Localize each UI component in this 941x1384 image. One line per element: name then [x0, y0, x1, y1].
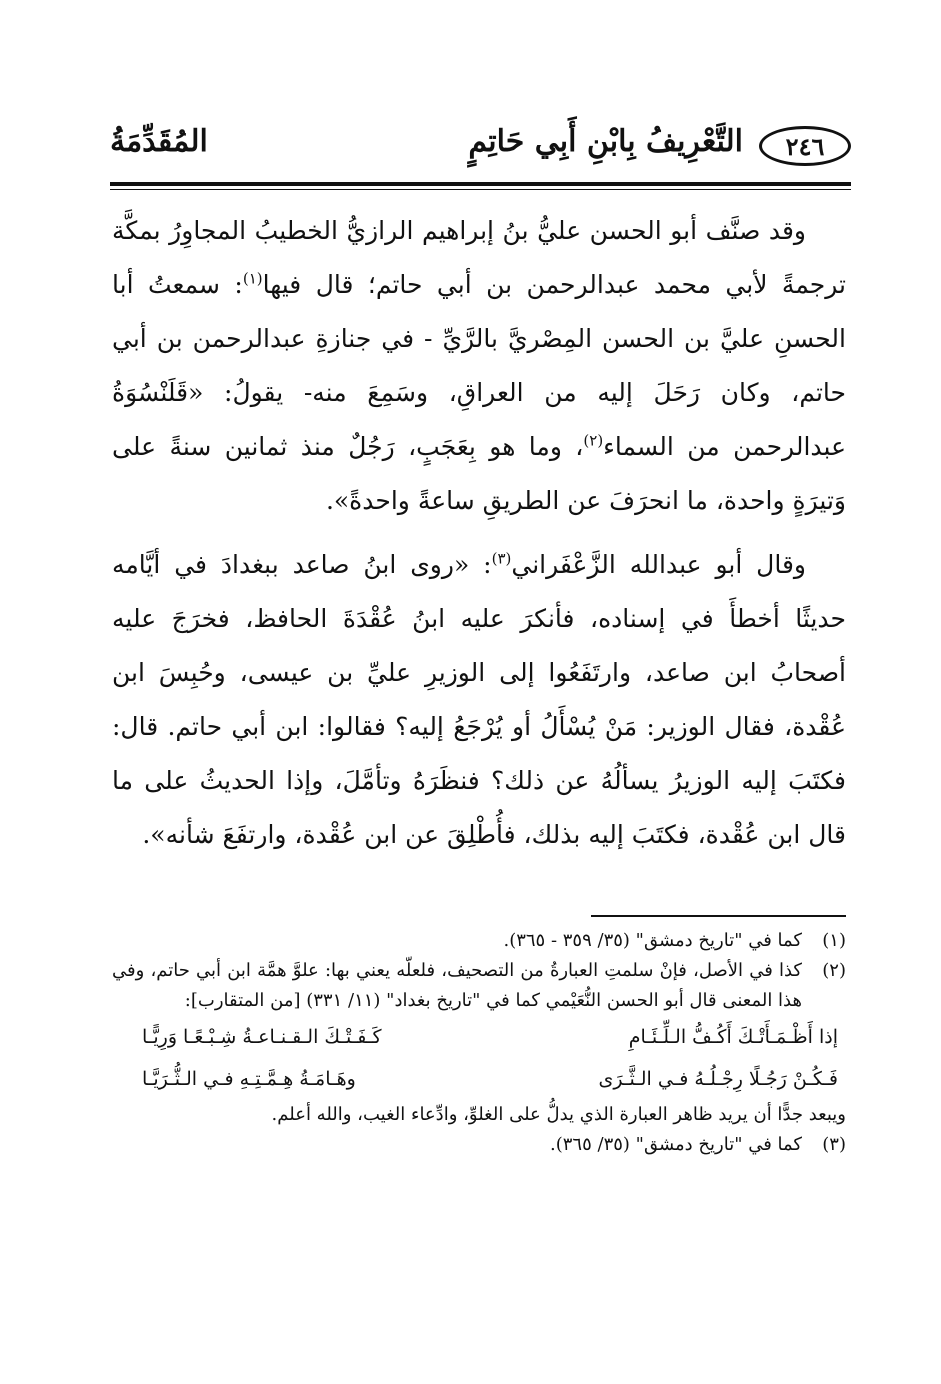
footnote-number: (١) — [822, 930, 846, 951]
page-number: ٢٤٦ — [759, 126, 851, 166]
footnote-text: كما في "تاريخ دمشق" (٣٥/ ٣٦٥). — [550, 1134, 802, 1155]
page-running-title: التَّعْرِيفُ بِابْنِ أَبِي حَاتِمٍ — [468, 124, 743, 159]
header-rule-thin — [110, 189, 851, 190]
paragraph: وقال أبو عبدالله الزَّعْفَراني$^{(٣)}$: «روى ابنُ صاعد ببغدادَ في أيَّامه حديثًا أخطأَ في إسناده، فأنكرَ عليه ابنُ عُقْدَةَ الحافظ، فخرَجَ عليه أصحابُ ابن صاعد، وارتَفَعُوا إلى الوزيرِ عليِّ بن عيسى، وحُبِسَ ابن عُقْدة، فقال الوزير: مَنْ يُسْأَلُ أو يُرْجَعُ إليه؟ فقالوا: ابن أبي حاتم. قال: فكتَبَ إليه الوزيرُ يسألُهُ عن ذلك؟ فنظَرَهُ وتأمَّلَ، وإذا الحديثُ على ما قال ابن عُقْدة، فكتَبَ إليه بذلك، فأُطْلِقَ عن ابن عُقْدة، وارتفَعَ شأنه». — [112, 549, 846, 849]
verse-first-hemistich: فَـكُـنْ رَجُـلًا رِجْـلُـهُ فـي الـثَّـرَى — [598, 1068, 838, 1090]
footnote-text: كذا في الأصل، فإنْ سلمتِ العبارةُ من التصحيف، فلعلّه يعني بها: علوَّ همَّة ابن أبي حاتم، وفي هذا المعنى قال أبو الحسن النُّعَيْمي كما في "تاريخ بغداد" (١١/ ٣٣١) [من المتقارب]: — [112, 960, 802, 1011]
main-text — [112, 204, 846, 862]
verse-line — [112, 1016, 846, 1058]
paragraph: وقد صنَّف أبو الحسن عليُّ بنُ إبراهيم الرازيُّ الخطيبُ المجاوِرُ بمكَّة ترجمةً لأبي محمد عبدالرحمن بن أبي حاتم؛ قال فيها$^{(١)}$: سمعتُ أبا الحسنِ عليَّ بن الحسن المِصْريَّ بالرَّيِّ - في جنازةِ عبدالرحمن بن أبي حاتم، وكان رَحَلَ إليه من العراقِ، وسَمِعَ منه- يقولُ: «قَلَنْسُوَةُ عبدالرحمن من السماء$^{(٢)}$، وما هو بِعَجَبٍ، رَجُلٌ منذ ثمانين سنةً على وَتيرَةٍ واحدة، ما انحرَفَ عن الطريقِ ساعةً واحدةً». — [112, 216, 847, 515]
footnote — [112, 956, 846, 1016]
footnote-reference: (٣) — [491, 549, 512, 568]
verse-line — [112, 1058, 846, 1100]
footnotes — [112, 926, 846, 1160]
footnote-number: (٣) — [822, 1134, 846, 1155]
footnote-separator — [591, 915, 846, 917]
footnote-reference: (٢) — [583, 431, 604, 450]
verse-second-hemistich: وهَـامَـةُ هِـمَّـتِـهِ فـي الـثُّـرَيَّـا — [142, 1068, 356, 1090]
verse-second-hemistich: كَـفَـتْـكَ الـقـنـاعـةُ شِـبْـعًـا وَرِيًّـا — [142, 1026, 382, 1048]
footnote-text: كما في "تاريخ دمشق" (٣٥/ ٣٥٩ - ٣٦٥). — [503, 930, 802, 951]
footnote — [112, 926, 846, 956]
verse-first-hemistich: إذا أَظْـمَـأَتْـكَ أَكُـفُّ الـلِّـئَـامِ — [628, 1026, 838, 1048]
page-header — [110, 120, 851, 182]
header-rule-thick — [110, 182, 851, 186]
footnote — [112, 1130, 846, 1160]
footnote-number: (٢) — [822, 960, 846, 981]
section-title: المُقَدِّمَةُ — [110, 124, 208, 159]
footnote-continuation: ويبعد جدًّا أن يريد ظاهر العبارة الذي يدلُّ على الغلوِّ، وادِّعاء الغيب، والله أعلم. — [271, 1104, 846, 1125]
footnote-reference: (١) — [242, 269, 263, 288]
